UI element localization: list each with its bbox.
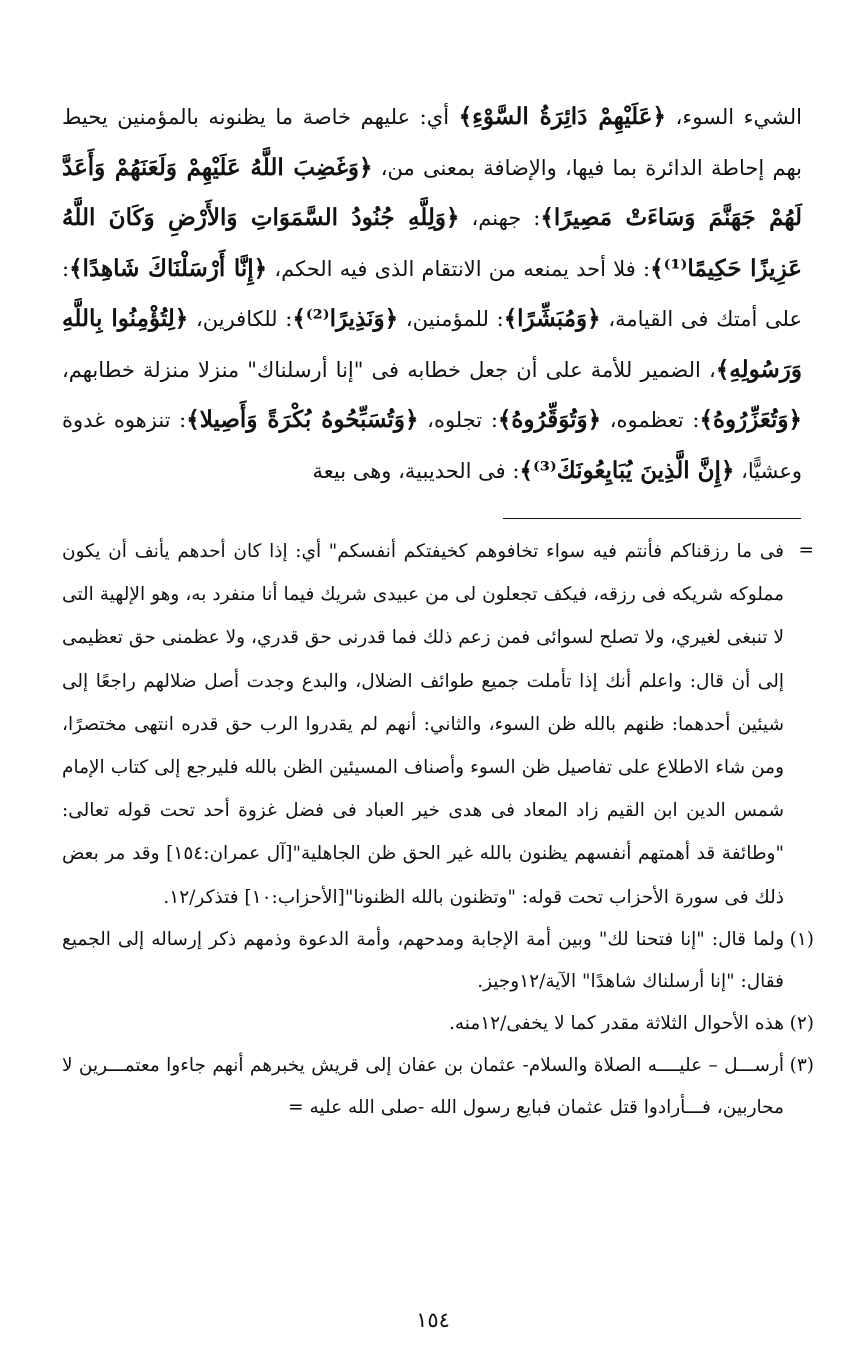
text-segment: : تعظموه، xyxy=(601,408,700,432)
text-segment: : للكافرين، xyxy=(188,307,293,331)
text-segment: : جهنم، xyxy=(459,206,541,230)
page-number: ١٥٤ xyxy=(416,1308,450,1332)
quran-verse: ﴿وَتُسَبِّحُوهُ بُكْرَةً وَأَصِيلا﴾ xyxy=(186,406,419,433)
text-segment: : للمؤمنين، xyxy=(398,307,504,331)
footnote-continuation xyxy=(62,530,814,919)
footnote-text: أرســـل – عليــــه الصلاة والسلام- عثمان بن عفان إلى قريش يخبرهم أنهم جاءوا معتمـــرين لا محاربين، فـــأرادوا قتل عثمان فبايع رسول الله -صلى الله عليه = xyxy=(62,1054,784,1118)
footnote-mark: = xyxy=(798,540,814,561)
footnote-2 xyxy=(62,1003,814,1045)
text-segment: : على أمتك فى القيامة، xyxy=(62,256,802,331)
footnote-1 xyxy=(62,919,814,1003)
text-segment: : تنزهوه غدوة وعشيًّا، xyxy=(62,408,802,483)
text-segment: : فلا أحد يمنعه من الانتقام الذى فيه الحكم، xyxy=(267,256,651,281)
footnote-text: هذه الأحوال الثلاثة مقدر كما لا يخفى/١٢منه. xyxy=(448,1012,784,1034)
quran-verse: ﴿لِتُؤْمِنُوا بِاللَّهِ وَرَسُولِهِ﴾ xyxy=(62,305,802,383)
text-segment: : تجلوه، xyxy=(418,408,498,432)
text-segment: الشيء السوء، xyxy=(666,105,802,129)
quran-verse: ﴿وَمُبَشِّرًا﴾ xyxy=(503,305,601,332)
footnote-mark: (١) xyxy=(789,928,814,950)
footnote-text: فى ما رزقناكم فأنتم فيه سواء تخافوهم كخيفتكم أنفسكم" أي: إذا كان أحدهم يأنف أن يكون مملوكه شريكه فى رزقه، فيكف تجعلون لى من عبيدى شريك فيما أنا منفرد به، وهو الإلهية التى لا تنبغى لغيري، ولا تصلح لسوائى فمن زعم ذلك فما قدرنى حق قدري، ولا عظمنى حق تعظيمى إلى أن قال: واعلم أنك إذا تأملت جميع طوائف الضلال، والبدع وجدت أصل ضلالهم راجعًا إلى شيئين أحدهما: ظنهم بالله ظن السوء، والثاني: أنهم لم يقدروا الرب حق قدره انتهى مختصرًا، ومن شاء الاطلاع على تفاصيل ظن السوء وأصناف المسيئين الظن بالله فليرجع إلى كتاب الإمام شمس الدين ابن القيم زاد المعاد فى هدى خير العباد فى فضل غزوة أحد تحت قوله تعالى: "وطائفة قد أهمتهم أنفسهم يظنون بالله غير الحق ظن الجاهلية"[آل عمران:١٥٤] وقد مر بعض ذلك فى سورة الأحزاب تحت قوله: "وتظنون بالله الظنونا"[الأحزاب:١٠] فتذكر/١٢. xyxy=(62,541,784,908)
quran-verse: ﴿وَنَذِيرًا⁽²⁾﴾ xyxy=(292,305,399,332)
footnote-separator xyxy=(503,518,801,519)
footnotes xyxy=(62,530,814,1129)
quran-verse: ﴿وَغَضِبَ اللَّهُ عَلَيْهِمْ وَلَعَنَهُمْ وَأَعَدَّ لَهُمْ جَهَنَّمَ وَسَاءَتْ مَصِيرًا﴾ xyxy=(62,153,802,231)
quran-verse: ﴿وَتُعَزِّرُوهُ﴾ xyxy=(699,406,802,433)
quran-verse: ﴿وَتُوَقِّرُوهُ﴾ xyxy=(497,406,602,433)
footnote-mark: (٣) xyxy=(789,1054,814,1076)
footnote-mark: (٢) xyxy=(789,1012,814,1034)
quran-verse: ﴿وَلِلَّهِ جُنُودُ السَّمَوَاتِ وَالأَرْضِ وَكَانَ اللَّهُ عَزِيزًا حَكِيمًا⁽¹⁾﴾ xyxy=(62,204,802,282)
footnote-3 xyxy=(62,1045,814,1129)
text-segment: ، الضمير للأمة على أن جعل خطابه فى "إنا أرسلناك" منزلا منزلة خطابهم، xyxy=(62,357,716,382)
footnote-text: ولما قال: "إنا فتحنا لك" وبين أمة الإجابة ومدحهم، وأمة الدعوة وذمهم ذكر إرساله إلى الجميع فقال: "إنا أرسلناك شاهدًا" الآية/١٢وجيز. xyxy=(62,928,784,992)
text-segment: : فى الحديبية، وهى بيعة xyxy=(312,458,520,483)
quran-verse: ﴿إِنَّا أَرْسَلْنَاكَ شَاهِدًا﴾ xyxy=(69,254,268,282)
text-segment: أي: عليهم خاصة ما يظنونه بالمؤمنين يحيط بهم إحاطة الدائرة بما فيها، والإضافة بمعنى من، xyxy=(62,105,802,180)
quran-verse: ﴿إِنَّ الَّذِينَ يُبَايِعُونَكَ⁽³⁾﴾ xyxy=(519,456,735,484)
main-text xyxy=(62,92,802,496)
quran-verse: ﴿عَلَيْهِمْ دَائِرَةُ السَّوْءِ﴾ xyxy=(458,103,666,130)
